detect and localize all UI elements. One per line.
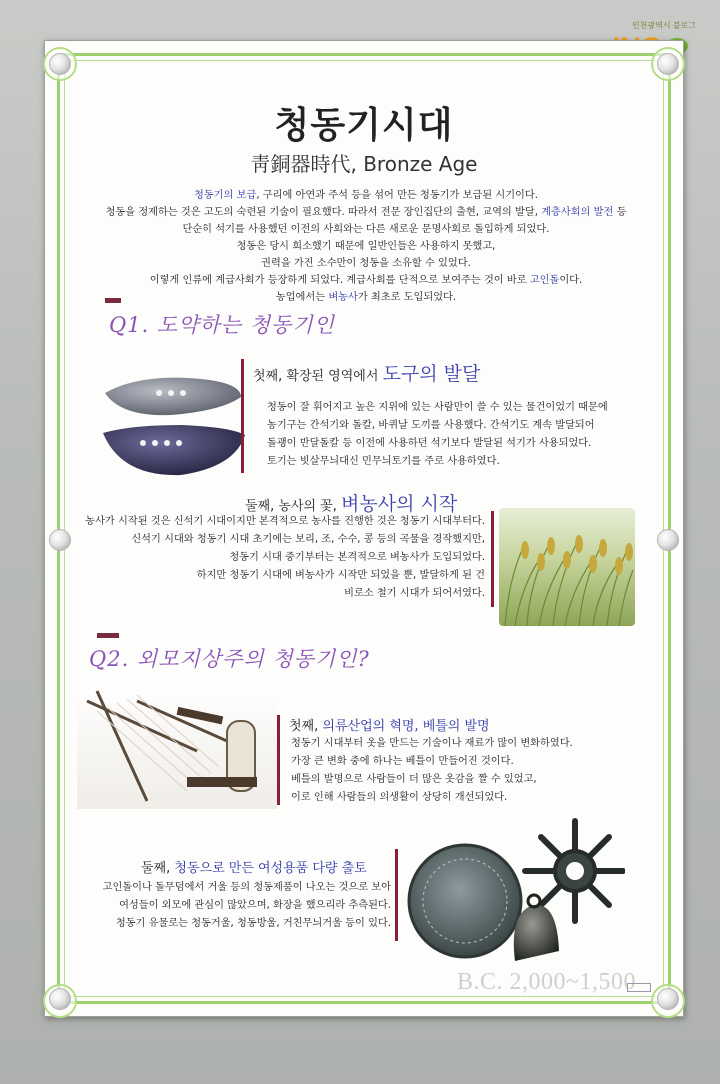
watermark-caption: 인천광역시 블로그: [631, 21, 696, 30]
manufacturer-mark: [627, 983, 651, 992]
question-1-title: Q1. 도약하는 청동기인: [109, 313, 335, 337]
loom-body: 청동기 시대부터 옷을 만드는 기술이나 재료가 많이 변화하였다. 가장 큰 변화 중에 하나는 베틀이 만들어진 것이다. 베틀의 발명으로 사람들이 더 많은 옷감을 짤 수 있었고, 이로 인해 사람들의 의생활이 상당히 개선되었다.: [291, 738, 573, 803]
beauty-heading: 둘째, 청동으로 만든 여성용품 다량 출토: [141, 861, 367, 876]
question-2-title: Q2. 외모지상주의 청동기인?: [89, 647, 370, 671]
rice-body: 농사가 시작된 것은 신석기 시대이지만 본격적으로 농사를 진행한 것은 청동기 시대부터다. 신석기 시대와 청동기 시대 초기에는 보리, 조, 수수, 콩 등의 곡물을 경작했지만, 청동기 시대 중기부터는 본격적으로 벼농사가 도입되었다. 하지만 청동기 시대에 벼농사가 시작만 되었을 뿐, 발달하게 된 건 비로소 철기 시대가 되어서였다.: [85, 516, 485, 599]
intro-line: 이렇게 인류에 계급사회가 등장하게 되었다. 계급사회를 단적으로 보여주는 것이 바로 고인돌이다.: [149, 275, 583, 286]
pin-icon: [657, 53, 679, 75]
pin-icon: [657, 529, 679, 551]
rice-field-image: [499, 508, 635, 626]
pin-icon: [49, 53, 71, 75]
tools-heading: 첫째, 확장된 영역에서 도구의 발달: [253, 363, 481, 385]
section-rule: [241, 359, 244, 473]
intro-line: 청동을 정제하는 것은 고도의 숙련된 기술이 필요했다. 따라서 전문 장인집단의 출현, 교역의 발달, 계층사회의 발전 등: [105, 207, 627, 218]
loom-heading: 첫째, 의류산업의 혁명, 베틀의 발명: [289, 719, 490, 734]
pin-icon: [49, 988, 71, 1010]
beauty-body: 고인돌이나 돌무덤에서 거울 등의 청동제품이 나오는 것으로 보아 여성들이 외모에 관심이 많았으며, 화장을 했으리라 추측된다. 청동기 유물로는 청동거울, 청동방울, 거친무늬거울 등이 있다.: [102, 882, 391, 929]
sign-subtitle: 靑銅器時代, Bronze Age: [250, 152, 478, 176]
pin-icon: [49, 529, 71, 551]
intro-line: 청동은 당시 희소했기 때문에 일반인들은 사용하지 못했고,: [236, 241, 496, 252]
info-sign-board: [44, 40, 684, 1017]
section-rule: [277, 715, 280, 805]
era-label: B.C. 2,000~1,500: [457, 969, 636, 995]
intro-line: 농업에서는 벼농사가 최초로 도입되었다.: [275, 292, 457, 303]
section-rule: [491, 511, 494, 607]
section-marker: [105, 298, 121, 303]
rice-heading: 둘째, 농사의 꽃, 벼농사의 시작: [245, 493, 458, 515]
bronze-artifacts-image: [405, 801, 625, 971]
intro-line: 단순히 석기를 사용했던 이전의 사회와는 다른 새로운 문명사회로 돌입하게 되었다.: [182, 224, 550, 235]
section-rule: [395, 849, 398, 941]
section-marker: [97, 633, 119, 638]
loom-image: [77, 681, 277, 809]
intro-line: 청동기의 보급, 구리에 아연과 주석 등을 섞어 만든 청동기가 보급된 시기이다.: [194, 190, 538, 201]
stone-tools-image: [101, 371, 246, 481]
intro-paragraph: [85, 187, 647, 306]
sign-title: 청동기시대: [274, 105, 454, 146]
pin-icon: [657, 988, 679, 1010]
intro-line: 권력을 가진 소수만이 청동을 소유할 수 있었다.: [261, 258, 471, 269]
tools-body: 청동이 잘 휘어지고 높은 지위에 있는 사람만이 쓸 수 있는 물건이었기 때문에 농기구는 간석기와 돌칼, 바퀴날 도끼를 사용했다. 간석기도 계속 발달되어 돌괭이 반달돌칼 등 이전에 사용하던 석기보다 발달된 석기가 사용되었다. 토기는 빗살무늬대신 민무늬토기를 주로 사용하였다.: [267, 402, 608, 467]
